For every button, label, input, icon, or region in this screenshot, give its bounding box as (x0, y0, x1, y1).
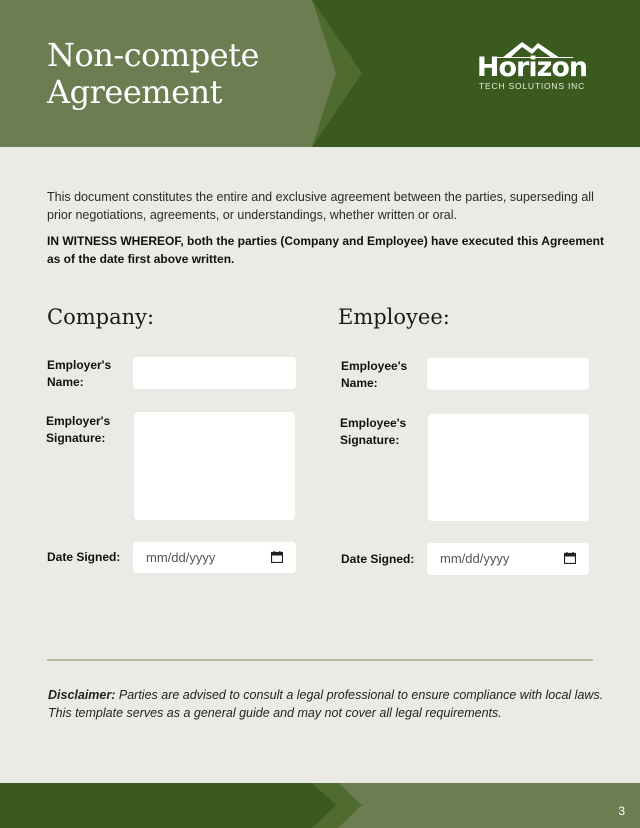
company-logo (470, 38, 594, 98)
footer-chevron-shapes (0, 783, 640, 828)
company-date-placeholder: mm/dd/yyyy (146, 550, 216, 565)
employee-name-label (341, 358, 407, 392)
employer-name-label-line2: Name: (47, 375, 84, 389)
disclaimer (48, 686, 608, 722)
witness-paragraph: IN WITNESS WHEREOF, both the parties (Company and Employee) have executed this Agreement as of the date first above written. (47, 234, 604, 266)
footer-banner (0, 783, 640, 828)
employer-signature-label-line1: Employer's (46, 414, 111, 428)
page-title (47, 37, 259, 111)
employee-name-label-line1: Employee's (341, 359, 408, 373)
employee-signature-label (340, 415, 406, 449)
company-heading: Company: (47, 305, 155, 329)
employee-date-label: Date Signed: (341, 552, 415, 566)
employer-signature-label (46, 413, 110, 447)
section-divider (47, 659, 593, 661)
employee-date-placeholder: mm/dd/yyyy (440, 551, 510, 566)
company-date-label: Date Signed: (47, 550, 121, 564)
logo-name: Horizon (476, 52, 588, 83)
employer-signature-field[interactable] (134, 412, 295, 520)
disclaimer-text-line1: Parties are advised to consult a legal professional to ensure compliance with local laws. (115, 688, 604, 702)
company-date-input[interactable] (133, 542, 296, 573)
disclaimer-text-line2: This template serves as a general guide and may not cover all legal requirements. (48, 706, 502, 720)
title-line-2: Agreement (47, 73, 223, 111)
employer-name-field[interactable] (133, 357, 296, 389)
employee-name-field[interactable] (427, 358, 589, 390)
disclaimer-label: Disclaimer: (48, 688, 116, 702)
calendar-icon[interactable] (564, 552, 576, 564)
page-number: 3 (618, 804, 625, 818)
title-line-1: Non-compete (47, 36, 259, 74)
employer-signature-label-line2: Signature: (46, 431, 106, 445)
employee-name-label-line2: Name: (341, 376, 378, 390)
employee-signature-field[interactable] (428, 414, 589, 521)
employee-heading: Employee: (338, 305, 450, 329)
logo-tagline: TECH SOLUTIONS INC (478, 81, 586, 91)
employer-name-label (47, 357, 111, 391)
intro-paragraph: This document constitutes the entire and exclusive agreement between the parties, superseding all prior negotiations, agreements, or understandings, whether written or oral. (47, 190, 594, 222)
header-banner (0, 0, 640, 147)
employer-name-label-line1: Employer's (47, 358, 112, 372)
calendar-icon[interactable] (271, 551, 283, 563)
employee-signature-label-line2: Signature: (340, 433, 400, 447)
employee-date-input[interactable] (427, 543, 589, 575)
employee-signature-label-line1: Employee's (340, 416, 407, 430)
